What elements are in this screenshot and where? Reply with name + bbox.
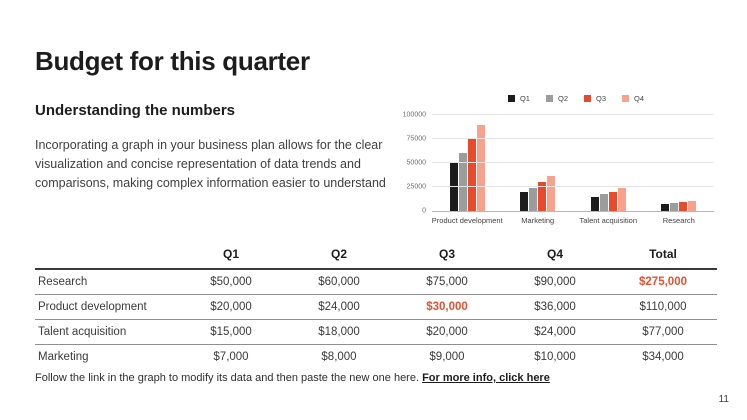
table-row <box>35 345 717 370</box>
cell-q1: $7,000 <box>213 351 249 363</box>
bar-q2-marketing <box>529 188 537 211</box>
legend-label-q4: Q4 <box>634 94 645 103</box>
bar-q4-talent-acquisition <box>618 188 626 211</box>
table-header-row <box>35 243 717 269</box>
y-axis-tick-label: 50000 <box>406 159 426 167</box>
table-row <box>35 269 717 295</box>
y-axis-tick-label: 25000 <box>406 183 426 191</box>
cell-q1: $15,000 <box>210 326 252 338</box>
header-q1: Q1 <box>222 247 239 261</box>
cell-q4: $36,000 <box>534 301 576 313</box>
header-q4: Q4 <box>546 247 563 261</box>
bar-q3-talent-acquisition <box>609 192 617 211</box>
cell-q3: $30,000 <box>426 301 468 313</box>
cell-q4: $24,000 <box>534 326 576 338</box>
bar-q4-marketing <box>547 176 555 211</box>
cell-total: $77,000 <box>642 326 684 338</box>
bar-q2-talent-acquisition <box>600 194 608 211</box>
row-label: Research <box>38 276 88 288</box>
cell-q3: $75,000 <box>426 276 468 288</box>
cell-q4: $10,000 <box>534 351 576 363</box>
legend-label-q2: Q2 <box>557 94 568 103</box>
legend-item-q1 <box>508 94 530 103</box>
legend-swatch-q4 <box>622 95 629 102</box>
bar-q3-research <box>679 202 687 211</box>
table-row <box>35 320 717 345</box>
header-q3: Q3 <box>438 247 455 261</box>
chart-legend <box>432 94 720 103</box>
y-axis-tick-label: 0 <box>422 207 426 215</box>
cell-total: $34,000 <box>642 351 684 363</box>
bar-q3-product-development <box>468 139 476 211</box>
bar-q1-research <box>661 204 669 211</box>
page-number: 11 <box>718 394 729 405</box>
x-axis-label: Talent acquisition <box>579 216 638 225</box>
bar-chart[interactable] <box>402 90 720 230</box>
chart-bar-groups <box>431 116 714 225</box>
cell-q2: $8,000 <box>321 351 357 363</box>
cell-q2: $60,000 <box>318 276 360 288</box>
bar-q2-research <box>670 203 678 211</box>
bar-q4-research <box>688 201 696 211</box>
y-axis-tick-label: 100000 <box>402 111 426 119</box>
footer-note <box>35 372 550 384</box>
y-axis-tick-label: 75000 <box>406 135 426 143</box>
legend-swatch-q1 <box>508 95 515 102</box>
row-label: Marketing <box>38 351 89 363</box>
cell-q3: $9,000 <box>429 351 465 363</box>
bar-q1-talent-acquisition <box>591 197 599 211</box>
header-q2: Q2 <box>330 247 347 261</box>
x-axis-label: Marketing <box>521 216 555 225</box>
cell-q2: $18,000 <box>318 326 360 338</box>
budget-table <box>35 243 717 369</box>
page-title: Budget for this quarter <box>35 46 310 76</box>
gridline <box>432 114 714 115</box>
gridline <box>432 162 714 163</box>
bar-group-marketing <box>520 176 555 225</box>
cell-total: $110,000 <box>639 301 687 313</box>
x-axis-label: Product development <box>431 216 503 225</box>
body-paragraph: Incorporating a graph in your business plan allows for the clear visualization and concise representation of data trends and comparisons, making complex information easier to understand <box>35 138 386 190</box>
gridline <box>432 186 714 187</box>
footer-text: Follow the link in the graph to modify its data and then paste the new one here. <box>35 372 423 384</box>
chart-plot <box>402 111 714 225</box>
row-label: Product development <box>38 301 147 313</box>
legend-item-q2 <box>546 94 568 103</box>
section-subtitle: Understanding the numbers <box>35 102 236 119</box>
table-row <box>35 295 717 320</box>
cell-q1: $50,000 <box>210 276 252 288</box>
header-total: Total <box>649 247 677 261</box>
header-empty <box>35 243 177 269</box>
legend-label-q1: Q1 <box>519 94 530 103</box>
legend-swatch-q3 <box>584 95 591 102</box>
cell-q1: $20,000 <box>210 301 252 313</box>
legend-swatch-q2 <box>546 95 553 102</box>
bar-group-research <box>661 201 696 225</box>
gridline <box>432 138 714 139</box>
row-label: Talent acquisition <box>38 326 127 338</box>
bar-q1-marketing <box>520 192 528 211</box>
legend-label-q3: Q3 <box>596 94 607 103</box>
cell-q4: $90,000 <box>534 276 576 288</box>
cell-q2: $24,000 <box>318 301 360 313</box>
x-axis-label: Research <box>662 216 695 225</box>
legend-item-q4 <box>622 94 644 103</box>
cell-q3: $20,000 <box>426 326 468 338</box>
legend-item-q3 <box>584 94 606 103</box>
more-info-link[interactable]: For more info, click here <box>422 372 550 384</box>
cell-total: $275,000 <box>639 276 687 288</box>
bar-q1-product-development <box>450 163 458 211</box>
bar-group-talent-acquisition <box>579 188 638 225</box>
